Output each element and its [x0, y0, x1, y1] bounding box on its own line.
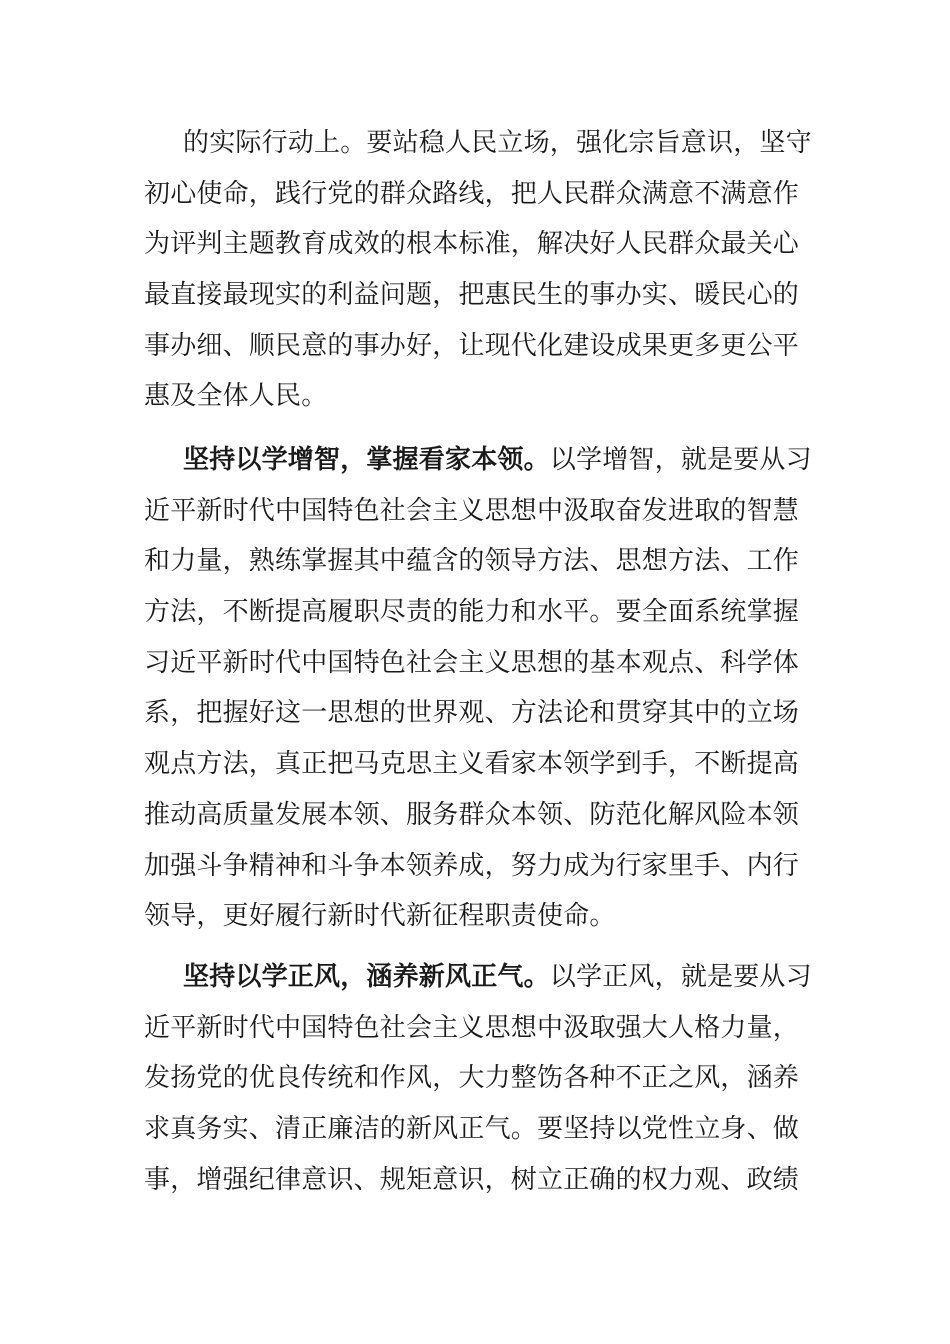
- paragraph-line: 领导，更好履行新时代新征程职责使命。: [144, 901, 616, 932]
- paragraph-1: [144, 118, 812, 422]
- paragraph-line: 推动高质量发展本领、服务群众本领、防范化解风险本领: [144, 799, 800, 830]
- paragraph-line: 和力量，熟练掌握其中蕴含的领导方法、思想方法、工作: [144, 546, 800, 577]
- paragraph-line: 初心使命，践行党的群众路线，把人民群众满意不满意作: [144, 178, 800, 209]
- paragraph-line: 最直接最现实的利益问题，把惠民生的事办实、暖民心的: [144, 280, 800, 311]
- paragraph-line: 加强斗争精神和斗争本领养成，努力成为行家里手、内行: [144, 850, 800, 881]
- paragraph-line: 系，把握好这一思想的世界观、方法论和贯穿其中的立场: [144, 698, 800, 729]
- paragraph-line: 近平新时代中国特色社会主义思想中汲取奋发进取的智慧: [144, 495, 800, 526]
- paragraph-line: 近平新时代中国特色社会主义思想中汲取强大人格力量，: [144, 1012, 800, 1043]
- paragraph-first-line: [144, 435, 812, 486]
- paragraph-line: 发扬党的优良传统和作风，大力整饬各种不正之风，涵养: [144, 1063, 800, 1094]
- paragraph-2: [144, 435, 812, 942]
- paragraph-line: 惠及全体人民。: [144, 381, 328, 412]
- paragraph-heading: 坚持以学正风，涵养新风正气。: [183, 962, 550, 992]
- paragraph-line: 的实际行动上。要站稳人民立场，强化宗旨意识，坚守: [183, 128, 812, 158]
- paragraph-line: 习近平新时代中国特色社会主义思想的基本观点、科学体: [144, 647, 800, 678]
- paragraph-line: 事办细、顺民意的事办好，让现代化建设成果更多更公平: [144, 330, 800, 361]
- paragraph-first-line-text: 以学正风，就是要从习: [549, 962, 812, 992]
- paragraph-first-line-text: 以学增智，就是要从习: [549, 445, 812, 475]
- paragraph-line: 观点方法，真正把马克思主义看家本领学到手，不断提高: [144, 749, 800, 780]
- paragraph-line: 事，增强纪律意识、规矩意识，树立正确的权力观、政绩: [144, 1164, 800, 1195]
- paragraph-line: 方法，不断提高履职尽责的能力和水平。要全面系统掌握: [144, 597, 800, 628]
- paragraph-heading: 坚持以学增智，掌握看家本领。: [183, 445, 550, 475]
- paragraph-3: [144, 952, 812, 1205]
- paragraph-line: 为评判主题教育成效的根本标准，解决好人民群众最关心: [144, 229, 800, 260]
- paragraph-first-line: [144, 952, 812, 1003]
- paragraph-line: 求真务实、清正廉洁的新风正气。要坚持以党性立身、做: [144, 1114, 800, 1145]
